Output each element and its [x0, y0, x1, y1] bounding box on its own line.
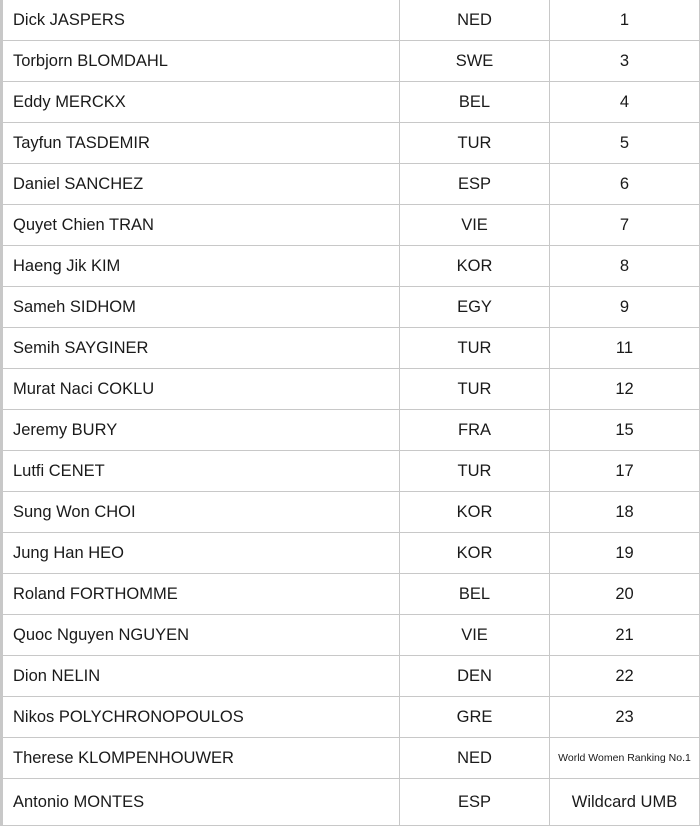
- player-name: Tayfun TASDEMIR: [2, 123, 400, 164]
- table-row: [2, 82, 700, 123]
- player-name: Eddy MERCKX: [2, 82, 400, 123]
- table-row: [2, 164, 700, 205]
- player-rank: 6: [550, 164, 700, 205]
- player-country: NED: [400, 738, 550, 779]
- player-rank: 15: [550, 410, 700, 451]
- player-rank: 23: [550, 697, 700, 738]
- table-row: [2, 410, 700, 451]
- player-rank: 8: [550, 246, 700, 287]
- table-row: [2, 205, 700, 246]
- player-name: Sameh SIDHOM: [2, 287, 400, 328]
- player-country: ESP: [400, 779, 550, 826]
- table-row: [2, 328, 700, 369]
- player-name: Daniel SANCHEZ: [2, 164, 400, 205]
- player-country: NED: [400, 0, 550, 41]
- player-rank: 3: [550, 41, 700, 82]
- player-rank: 19: [550, 533, 700, 574]
- player-name: Torbjorn BLOMDAHL: [2, 41, 400, 82]
- table-row: [2, 246, 700, 287]
- player-rank: 11: [550, 328, 700, 369]
- table-row: [2, 41, 700, 82]
- table-row: [2, 123, 700, 164]
- player-country: ESP: [400, 164, 550, 205]
- player-name: Haeng Jik KIM: [2, 246, 400, 287]
- player-country: TUR: [400, 451, 550, 492]
- player-country: VIE: [400, 205, 550, 246]
- player-name: Lutfi CENET: [2, 451, 400, 492]
- player-country: BEL: [400, 574, 550, 615]
- player-rank: 9: [550, 287, 700, 328]
- player-rank: 22: [550, 656, 700, 697]
- player-name: Quoc Nguyen NGUYEN: [2, 615, 400, 656]
- table-row: [2, 738, 700, 779]
- table-row: [2, 697, 700, 738]
- player-name: Semih SAYGINER: [2, 328, 400, 369]
- player-rank: 18: [550, 492, 700, 533]
- player-country: BEL: [400, 82, 550, 123]
- table-row: [2, 779, 700, 826]
- player-name: Antonio MONTES: [2, 779, 400, 826]
- player-country: SWE: [400, 41, 550, 82]
- player-name: Therese KLOMPENHOUWER: [2, 738, 400, 779]
- player-country: KOR: [400, 492, 550, 533]
- player-country: DEN: [400, 656, 550, 697]
- player-rank: World Women Ranking No.1: [550, 738, 700, 779]
- player-name: Dion NELIN: [2, 656, 400, 697]
- player-rank: 1: [550, 0, 700, 41]
- player-rank: 12: [550, 369, 700, 410]
- player-country: VIE: [400, 615, 550, 656]
- table-row: [2, 656, 700, 697]
- table-row: [2, 615, 700, 656]
- player-rank: 4: [550, 82, 700, 123]
- player-country: EGY: [400, 287, 550, 328]
- table-row: [2, 574, 700, 615]
- player-rank: 7: [550, 205, 700, 246]
- player-rank: 5: [550, 123, 700, 164]
- player-name: Jung Han HEO: [2, 533, 400, 574]
- player-name: Nikos POLYCHRONOPOULOS: [2, 697, 400, 738]
- player-name: Quyet Chien TRAN: [2, 205, 400, 246]
- player-name: Murat Naci COKLU: [2, 369, 400, 410]
- player-name: Dick JASPERS: [2, 0, 400, 41]
- player-rank: Wildcard UMB: [550, 779, 700, 826]
- table-row: [2, 533, 700, 574]
- player-name: Roland FORTHOMME: [2, 574, 400, 615]
- table-row: [2, 287, 700, 328]
- player-country: TUR: [400, 123, 550, 164]
- table-row: [2, 451, 700, 492]
- player-country: TUR: [400, 328, 550, 369]
- player-rank: 17: [550, 451, 700, 492]
- player-name: Jeremy BURY: [2, 410, 400, 451]
- player-country: TUR: [400, 369, 550, 410]
- player-country: FRA: [400, 410, 550, 451]
- player-rank: 20: [550, 574, 700, 615]
- table-row: [2, 0, 700, 41]
- player-name: Sung Won CHOI: [2, 492, 400, 533]
- table-row: [2, 492, 700, 533]
- player-country: KOR: [400, 246, 550, 287]
- player-country: GRE: [400, 697, 550, 738]
- player-rank: 21: [550, 615, 700, 656]
- player-country: KOR: [400, 533, 550, 574]
- table-row: [2, 369, 700, 410]
